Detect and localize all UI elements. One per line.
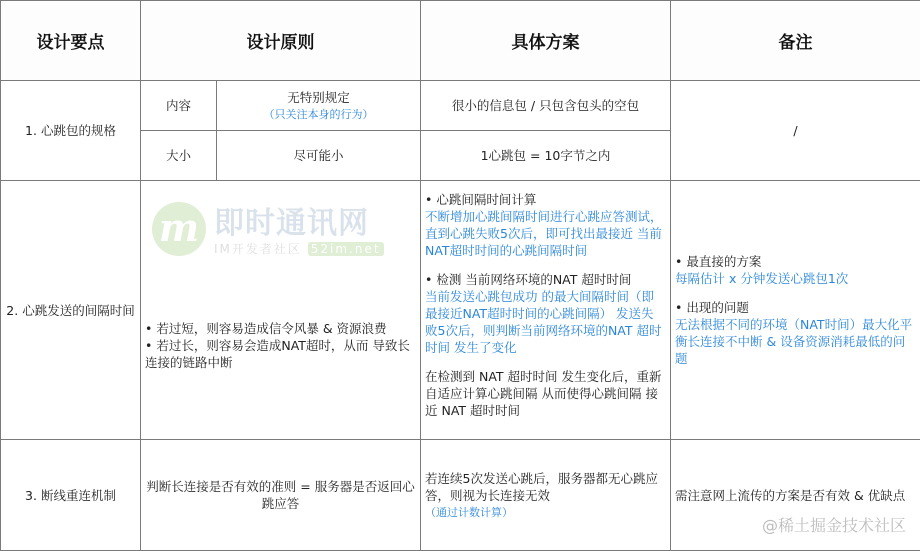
row2-plan-2-title: • 检测 当前网络环境的NAT 超时时间 <box>425 271 666 288</box>
header-design-principle: 设计原则 <box>141 1 421 81</box>
im-logo-subtitle <box>214 240 384 257</box>
row2-remark <box>671 181 920 440</box>
im-logo-net: 52im.net <box>308 242 384 256</box>
row3-plan <box>421 440 671 551</box>
header-design-point: 设计要点 <box>1 1 141 81</box>
juejin-watermark: @稀土掘金技术社区 <box>762 513 906 536</box>
header-plan: 具体方案 <box>421 1 671 81</box>
row3-point: 3. 断线重连机制 <box>1 440 141 551</box>
row2-principle-1: • 若过短，则容易造成信令风暴 & 资源浪费 <box>145 320 416 337</box>
row1-sub1-principle <box>217 81 421 131</box>
row2-principle-2: • 若过长，则容易会造成NAT超时，从而 导致长连接的链路中断 <box>145 337 416 371</box>
row2-plan <box>421 181 671 440</box>
row2-plan-2-detail: 当前发送心跳包成功 的最大间隔时间（即最接近NAT超时时间的心跳间隔） 发送失败5次后，则判断当前网络环境的NAT 超时时间 发生了变化 <box>425 288 666 356</box>
row1-point: 1. 心跳包的规格 <box>1 81 141 181</box>
im-logo-sub-text: IM开发者社区 <box>214 242 302 256</box>
row3-plan-note: （通过计数计算） <box>425 504 666 521</box>
row1-sub1-principle-text: 无特别规定 <box>221 89 416 106</box>
im-logo-title: 即时通讯网 <box>214 198 369 242</box>
row3-plan-text: 若连续5次发送心跳后，服务器都无心跳应答，则视为长连接无效 <box>425 470 666 504</box>
row1-sub1-plan: 很小的信息包 / 只包含包头的空包 <box>421 81 671 131</box>
row1-sub2-principle: 尽可能小 <box>217 131 421 181</box>
row1-sub1-label: 内容 <box>141 81 217 131</box>
row1-remark: / <box>671 81 920 181</box>
table-row <box>1 81 920 131</box>
header-remark: 备注 <box>671 1 920 81</box>
table-row <box>1 181 920 440</box>
row2-remark-1-detail: 每隔估计 x 分钟发送心跳包1次 <box>675 270 916 287</box>
im-logo-icon: m <box>152 202 206 256</box>
row1-sub2-plan: 1心跳包 = 10字节之内 <box>421 131 671 181</box>
row2-plan-3: 在检测到 NAT 超时时间 发生变化后，重新自适应计算心跳间隔 从而使得心跳间隔 接近 NAT 超时时间 <box>425 368 666 419</box>
row3-remark: 需注意网上流传的方案是否有效 & 优缺点 <box>671 440 920 551</box>
row2-plan-1-detail: 不断增加心跳间隔时间进行心跳应答测试，直到心跳失败5次后，即可找出最接近 当前NAT超时时间的心跳间隔时间 <box>425 208 666 259</box>
row2-plan-1-title: • 心跳间隔时间计算 <box>425 191 666 208</box>
row2-point: 2. 心跳发送的间隔时间 <box>1 181 141 440</box>
row2-remark-2-detail: 无法根据不同的环境（NAT时间）最大化平衡长连接不中断 & 设备资源消耗最低的问题 <box>675 316 916 367</box>
row2-remark-2-title: • 出现的问题 <box>675 299 916 316</box>
row2-remark-1-title: • 最直接的方案 <box>675 253 916 270</box>
row1-sub2-label: 大小 <box>141 131 217 181</box>
header-row <box>1 1 920 81</box>
row3-principle: 判断长连接是否有效的准则 = 服务器是否返回心跳应答 <box>141 440 421 551</box>
row1-sub1-principle-note: （只关注本身的行为） <box>221 106 416 123</box>
im-watermark-logo <box>152 198 412 268</box>
